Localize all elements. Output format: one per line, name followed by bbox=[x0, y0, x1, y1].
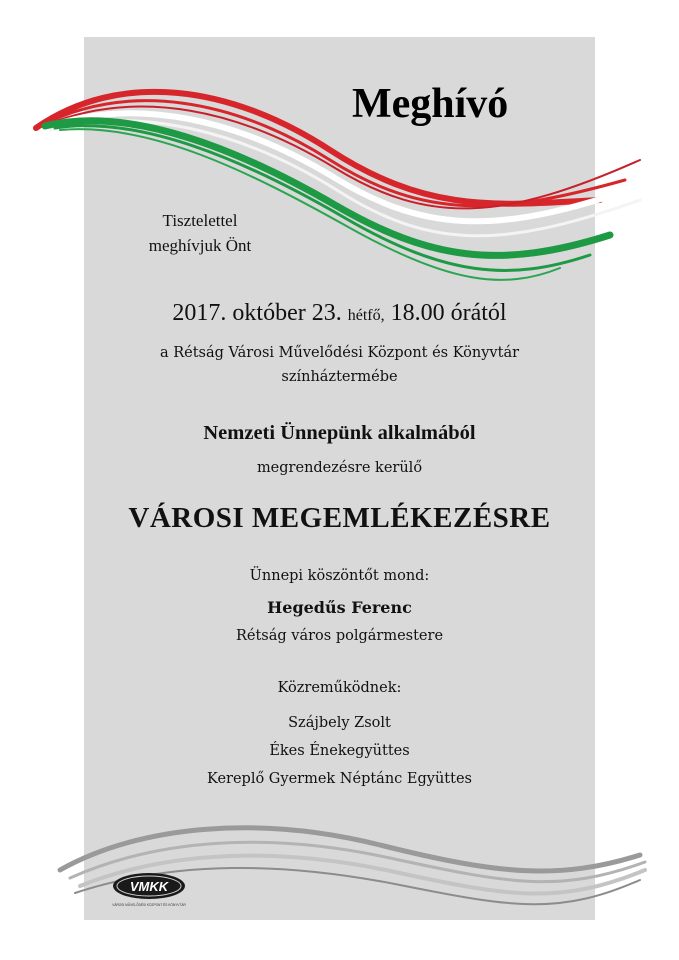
date-time-line bbox=[84, 300, 595, 327]
vmkk-logo bbox=[104, 868, 194, 910]
occasion-heading: Nemzeti Ünnepünk alkalmából bbox=[203, 422, 476, 444]
logo-subtext: VÁROSI MŰVELŐDÉSI KÖZPONT ÉS KÖNYVTÁR bbox=[112, 903, 186, 907]
event-date: 2017. október 23. bbox=[172, 300, 342, 326]
performers-label: Közreműködnek: bbox=[277, 680, 402, 696]
event-time: 18.00 órától bbox=[390, 300, 507, 326]
performer-item: Ékes Énekegyüttes bbox=[269, 743, 410, 759]
venue-line: a Rétság Városi Művelődési Központ és Könyvtár bbox=[159, 345, 520, 361]
logo-text: VMKK bbox=[129, 879, 169, 894]
speaker-title: Rétság város polgármestere bbox=[235, 628, 444, 644]
speech-label: Ünnepi köszöntőt mond: bbox=[249, 568, 430, 584]
organised-text: megrendezésre kerülő bbox=[256, 460, 423, 476]
greeting-line: meghívjuk Önt bbox=[148, 236, 252, 255]
venue-line: színháztermébe bbox=[281, 369, 398, 385]
speaker-name: Hegedűs Ferenc bbox=[267, 598, 412, 617]
event-heading: VÁROSI MEGEMLÉKEZÉSRE bbox=[128, 502, 551, 534]
greeting-line: Tisztelettel bbox=[162, 211, 238, 230]
invitation-title: Meghívó bbox=[352, 81, 509, 127]
performer-item: Kereplő Gyermek Néptánc Együttes bbox=[207, 771, 472, 787]
performers-list bbox=[84, 709, 595, 793]
venue bbox=[84, 341, 595, 389]
event-weekday: hétfő, bbox=[347, 307, 385, 324]
performer-item: Szájbely Zsolt bbox=[288, 715, 391, 731]
greeting-text bbox=[130, 208, 270, 258]
